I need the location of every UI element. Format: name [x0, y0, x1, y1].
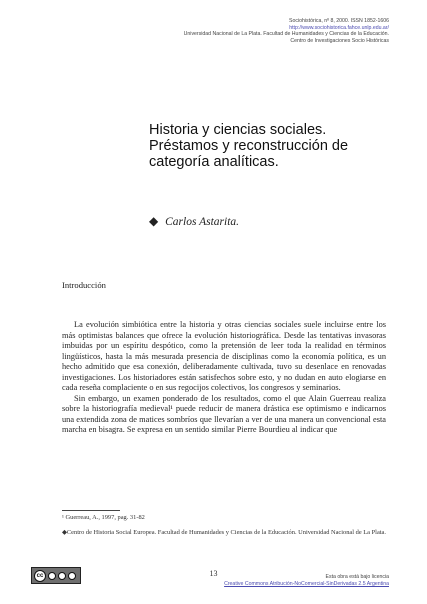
journal-url-link[interactable]: http://www.sociohistorica.fahce.unlp.edu.ar/ — [289, 24, 389, 31]
page-number: 13 — [209, 569, 218, 578]
paragraph: La evolución simbiótica entre la historia y otras ciencias sociales suele incluirse entre los más optimistas balances que ofrece la evolución historiográfica. Desde las tentativas invasoras imbuidas por un espíritu despótico, como la pretensión de leer toda la realidad en términos lingüísticos, hasta la más mesurada presencia de disciplinas como la economía política, es un hecho admitido que esa conexión, deliberadamente cultivada, tuvo su desenlace en renovadas investigaciones. Los historiadores están satisfechos sobre esto, y no dudan en auto elogiarse en cada reseña complaciente o en sus regocijos colectivos, los congresos y seminarios. — [62, 320, 386, 392]
title-line: Historia y ciencias sociales. — [149, 122, 327, 138]
university-line: Universidad Nacional de La Plata. Facultad de Humanidades y Ciencias de la Educación. — [183, 31, 389, 38]
title-line: categoría analíticas. — [149, 154, 279, 170]
author-affiliation-note: ◆Centro de Historia Social Europea. Facultad de Humanidades y Ciencias de la Educación. Universidad Nacional de La Plata. — [62, 529, 386, 536]
center-line: Centro de Investigaciones Socio Históricas — [290, 37, 389, 44]
author-name: Carlos Astarita. — [165, 216, 240, 228]
citation-line: Sociohistórica, nº 8, 2000. ISSN 1852-1606 — [289, 18, 389, 24]
diamond-icon: ◆ — [149, 214, 159, 228]
journal-header — [184, 18, 389, 44]
license-link[interactable]: Creative Commons Atribución-NoComercial-SinDerivadas 2.5 Argentina — [224, 580, 389, 587]
paragraph: Sin embargo, un examen ponderado de los resultados, como el que Alain Guerreau realiza sobre la historiografía medieval¹ puede reducir de manera drástica ese optimismo e indicarnos una extendida zona de matices sombríos que llevarían a ver de una manera un convencional esta marcha en bisagra. Se expresa en un sentido similar Pierre Bourdieu al indicar que — [62, 393, 386, 434]
footnote-divider — [62, 510, 120, 511]
author-line — [149, 214, 239, 229]
footnote: ¹ Guerreau, A., 1997, pag. 31-82 — [62, 514, 145, 521]
title-line: Préstamos y reconstrucción de — [149, 138, 349, 154]
license-text: Esta obra está bajo licencia — [325, 574, 389, 580]
cc-icon: cc — [34, 570, 46, 582]
article-title — [149, 122, 399, 170]
license-notice — [224, 574, 389, 588]
body-text — [62, 320, 386, 436]
section-heading: Introducción — [62, 280, 106, 290]
